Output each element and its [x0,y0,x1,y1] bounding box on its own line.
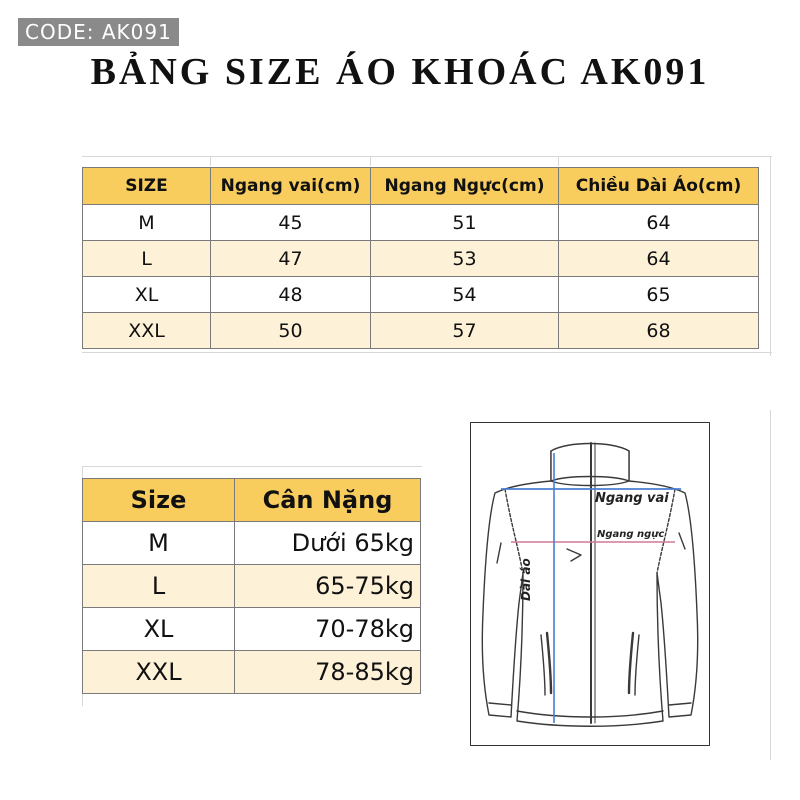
weight-cell: Dưới 65kg [235,522,421,565]
size-cell: M [83,522,235,565]
table-row [83,313,759,349]
table-row [83,565,421,608]
length-cell: 64 [559,205,759,241]
grid-line [558,156,559,166]
chest-cell: 51 [371,205,559,241]
shoulder-cell: 47 [211,241,371,277]
jacket-illustration [471,423,709,745]
grid-line [770,410,771,760]
weight-cell: 70-78kg [235,608,421,651]
length-cell: 65 [559,277,759,313]
header-weight: Cân Nặng [235,479,421,522]
size-cell: L [83,241,211,277]
weight-cell: 65-75kg [235,565,421,608]
product-code-badge: CODE: AK091 [18,18,179,46]
grid-line [210,156,211,166]
length-cell: 64 [559,241,759,277]
size-measurement-table [82,167,759,349]
header-length: Chiều Dài Áo(cm) [559,168,759,205]
size-cell: M [83,205,211,241]
header-size: Size [83,479,235,522]
size-cell: XXL [83,651,235,694]
table-row [83,205,759,241]
grid-line [82,352,772,353]
shoulder-cell: 50 [211,313,371,349]
shoulder-cell: 48 [211,277,371,313]
table-header-row [83,168,759,205]
weight-cell: 78-85kg [235,651,421,694]
header-shoulder: Ngang vai(cm) [211,168,371,205]
length-cell: 68 [559,313,759,349]
table-header-row [83,479,421,522]
grid-line [82,156,772,157]
header-size: SIZE [83,168,211,205]
size-weight-table [82,478,421,694]
shoulder-cell: 45 [211,205,371,241]
header-chest: Ngang Ngực(cm) [371,168,559,205]
grid-line [82,466,422,467]
table-row [83,277,759,313]
chest-label: Ngang ngực [597,529,665,540]
jacket-measurement-diagram [470,422,710,746]
size-cell: XXL [83,313,211,349]
size-cell: L [83,565,235,608]
shoulder-label: Ngang vai [595,491,669,506]
length-label: Dài áo [519,558,533,601]
size-cell: XL [83,277,211,313]
chest-cell: 53 [371,241,559,277]
table-row [83,522,421,565]
table-row [83,608,421,651]
grid-line [370,156,371,166]
table-row [83,651,421,694]
chest-cell: 54 [371,277,559,313]
table-row [83,241,759,277]
page-title: BẢNG SIZE ÁO KHOÁC AK091 [90,51,710,93]
size-cell: XL [83,608,235,651]
grid-line [770,156,771,356]
chest-cell: 57 [371,313,559,349]
